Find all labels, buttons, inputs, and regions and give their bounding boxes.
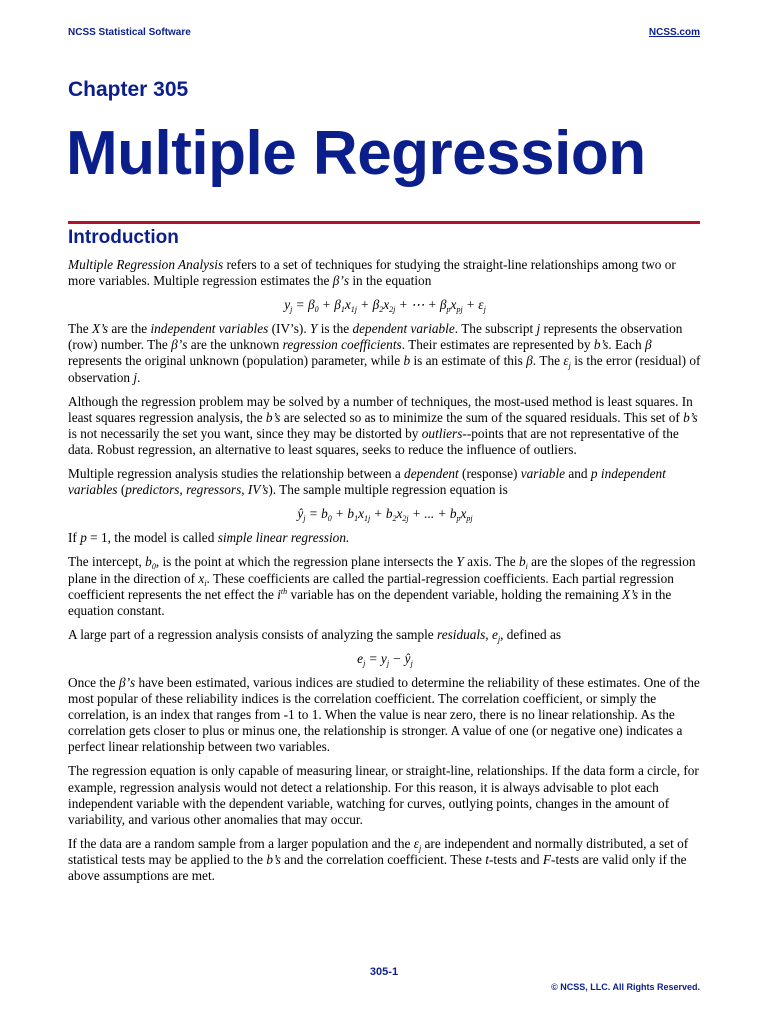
chapter-number: Chapter 305 xyxy=(68,78,189,101)
paragraph: Once the β’s have been estimated, various indices are studied to determine the reliability of these estimates. One of the most popular of these reliability indices is the correlation coefficient. The correlation coefficient, or simply the correlation, is an index that ranges from -1 to 1. When the value is near zero, there is no linear relationship. As the correlation gets closer to plus or minus one, the relationship is stronger. A value of one (or negative one) indicates a perfect linear relationship between two variables. xyxy=(68,674,700,755)
page-number: 305-1 xyxy=(369,966,399,978)
header-software-name: NCSS Statistical Software xyxy=(68,27,191,38)
paragraph: Multiple Regression Analysis refers to a set of techniques for studying the straight-line relationships among two or more variables. Multiple regression estimates the β’s in the equation xyxy=(68,257,676,289)
paragraph: If p = 1, the model is called simple linear regression. xyxy=(68,530,350,546)
paragraph: Multiple regression analysis studies the relationship between a dependent (response) variable and p independent variables (predictors, regressors, IV’s). The sample multiple regression equation is xyxy=(68,466,666,498)
equation-population-model: $y_j = \beta_0 + \beta_1x_{1j} + \beta_2x_{2j}$ + ⋯ + $\beta_px_{pj} + \varepsilon_j$ xyxy=(284,297,486,315)
paragraph: Although the regression problem may be solved by a number of techniques, the most-used method is least squares. In least squares regression analysis, the b’s are selected so as to minimize the sum of the squared residuals. This set of b’s is not necessarily the set you want, since they may be distorted by outliers--points that are not representative of the data. Robust regression, an alternative to least squares, seeks to reduce the influence of outliers. xyxy=(68,393,698,457)
paragraph: The X’s are the independent variables (IV’s). Y is the dependent variable. The subscript j represents the observation (row) number. The β’s are the unknown regression coefficients. Their estimates are represented by b’s. Each β represents the original unknown (population) parameter, while b is an estimate of this β. The $\varepsilon_j$ is the error (residual) of observation j. xyxy=(68,321,701,385)
paragraph: The regression equation is only capable of measuring linear, or straight-line, relationships. If the data form a circle, for example, regression analysis would not detect a relationship. For this reason, it is always advisable to plot each independent variable with the dependent variable, watching for curves, outlying points, changes in the amount of variability, and various other anomalies that may occur. xyxy=(68,763,699,827)
section-heading: Introduction xyxy=(68,227,179,248)
body-text xyxy=(68,257,702,892)
equation-sample-model: $ŷ_j = b_0 + b_1x_{1j} + b_2x_{2j}$ + ... + $b_px_{pj}$ xyxy=(297,506,473,524)
copyright-notice: © NCSS, LLC. All Rights Reserved. xyxy=(551,982,700,992)
paragraph: The intercept, $b_0$, is the point at which the regression plane intersects the Y axis. The $b_i$ are the slopes of the regression plane in the direction of $x_i$. These coefficients are called the partial-regression coefficients. Each partial regression coefficient represents the net effect the $i^{th}$ variable has on the dependent variable, holding the remaining X’s in the equation constant. xyxy=(68,554,696,618)
equation-residual: $e_j = y_j$ − $ŷ_j$ xyxy=(357,650,413,668)
paragraph: If the data are a random sample from a larger population and the $\varepsilon_j$ are independent and normally distributed, a set of statistical tests may be applied to the b’s and the correlation coefficient. These t-tests and F-tests are valid only if the above assumptions are met. xyxy=(68,835,689,883)
header-website-link[interactable]: NCSS.com xyxy=(648,27,700,38)
page-title: Multiple Regression xyxy=(66,119,646,188)
title-divider xyxy=(68,221,700,224)
paragraph: A large part of a regression analysis consists of analyzing the sample residuals, $e_j$, defined as xyxy=(68,626,562,644)
